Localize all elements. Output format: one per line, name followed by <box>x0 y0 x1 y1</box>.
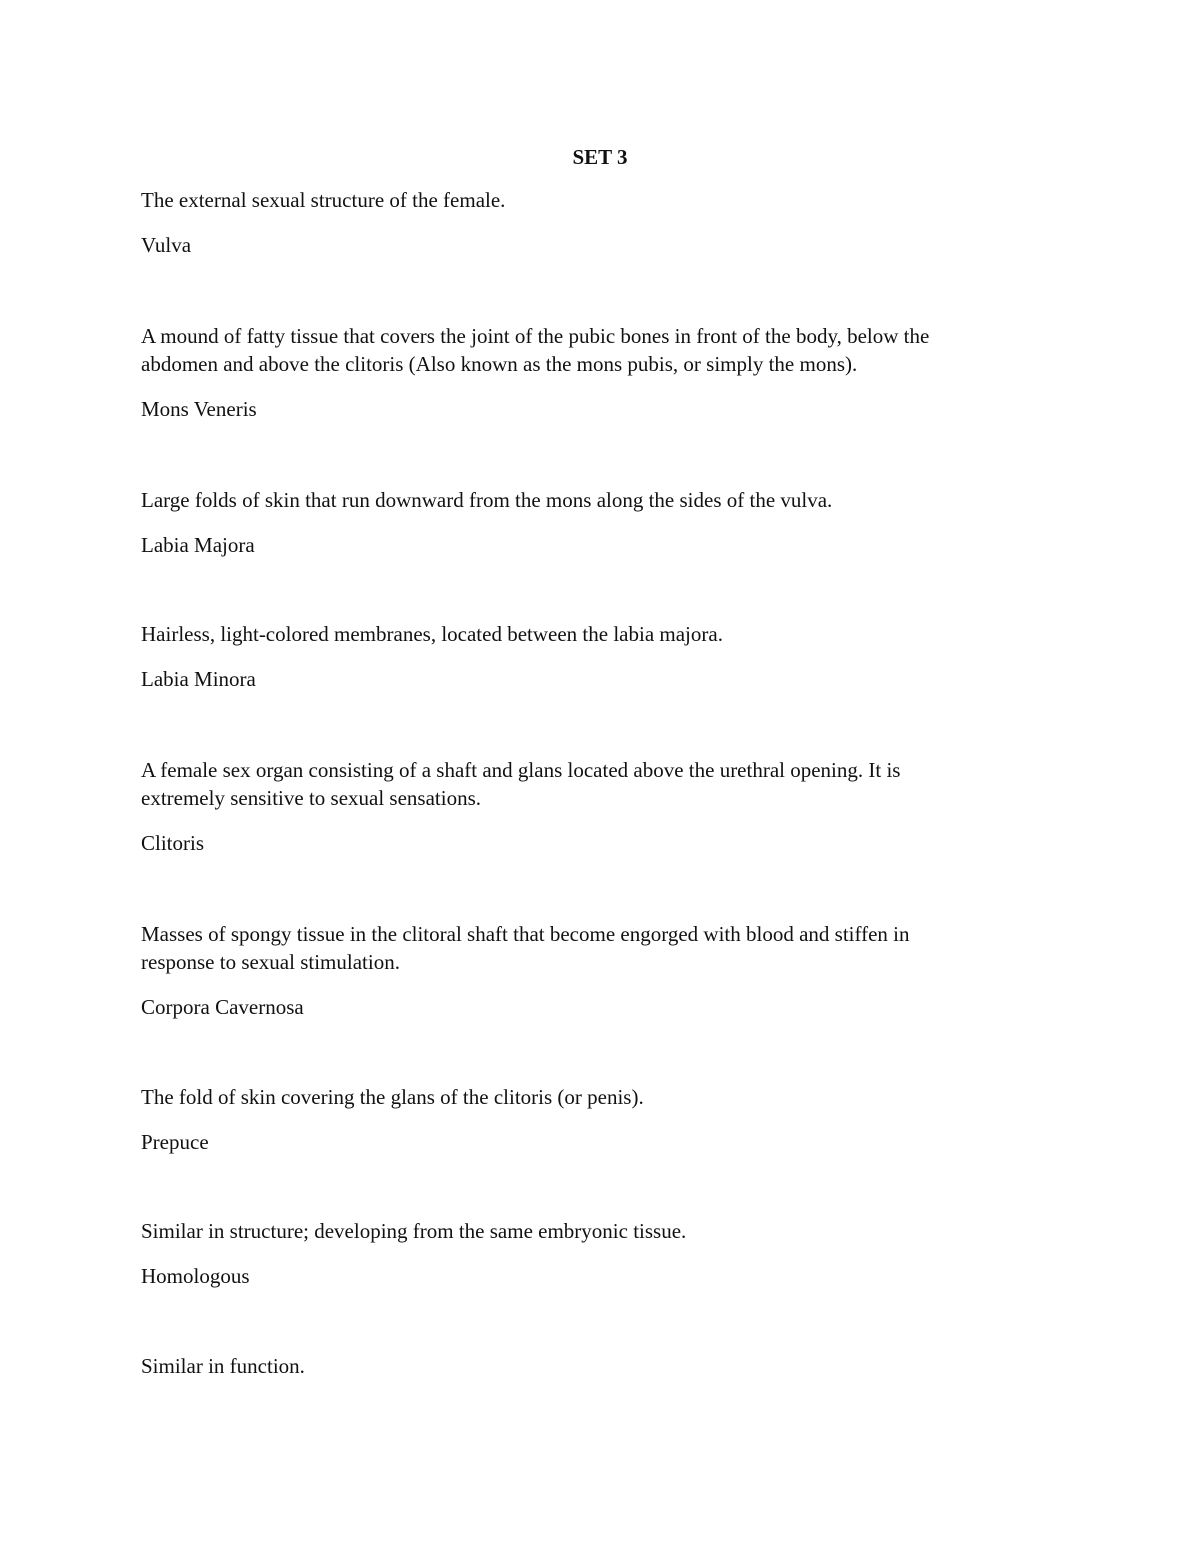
definition-labia-majora: Large folds of skin that run downward from the mons along the sides of the vulva. <box>141 488 833 512</box>
term-prepuce: Prepuce <box>141 1130 209 1154</box>
term-homologous: Homologous <box>141 1264 250 1288</box>
term-vulva: Vulva <box>141 233 192 257</box>
definition-labia-minora: Hairless, light-colored membranes, located between the labia majora. <box>141 622 723 646</box>
definition-homologous: Similar in structure; developing from the same embryonic tissue. <box>141 1219 687 1243</box>
definition-clitoris-line-2: extremely sensitive to sexual sensations. <box>141 786 482 810</box>
definition-analogous: Similar in function. <box>141 1354 305 1378</box>
document-title: SET 3 <box>572 145 628 169</box>
term-labia-minora: Labia Minora <box>141 667 256 691</box>
term-mons-veneris: Mons Veneris <box>141 397 257 421</box>
term-labia-majora: Labia Majora <box>141 533 255 557</box>
definition-vulva: The external sexual structure of the female. <box>141 188 506 212</box>
definition-prepuce: The fold of skin covering the glans of the clitoris (or penis). <box>141 1085 644 1109</box>
definition-corpora-cavernosa-line-1: Masses of spongy tissue in the clitoral shaft that become engorged with blood and stiffen in <box>141 922 910 946</box>
term-corpora-cavernosa: Corpora Cavernosa <box>141 995 304 1019</box>
definition-clitoris-line-1: A female sex organ consisting of a shaft and glans located above the urethral opening. It is <box>141 758 901 782</box>
definition-mons-veneris-line-1: A mound of fatty tissue that covers the joint of the pubic bones in front of the body, below the <box>141 324 930 348</box>
term-clitoris: Clitoris <box>141 831 205 855</box>
definition-corpora-cavernosa-line-2: response to sexual stimulation. <box>141 950 400 974</box>
definition-mons-veneris-line-2: abdomen and above the clitoris (Also known as the mons pubis, or simply the mons). <box>141 352 858 376</box>
